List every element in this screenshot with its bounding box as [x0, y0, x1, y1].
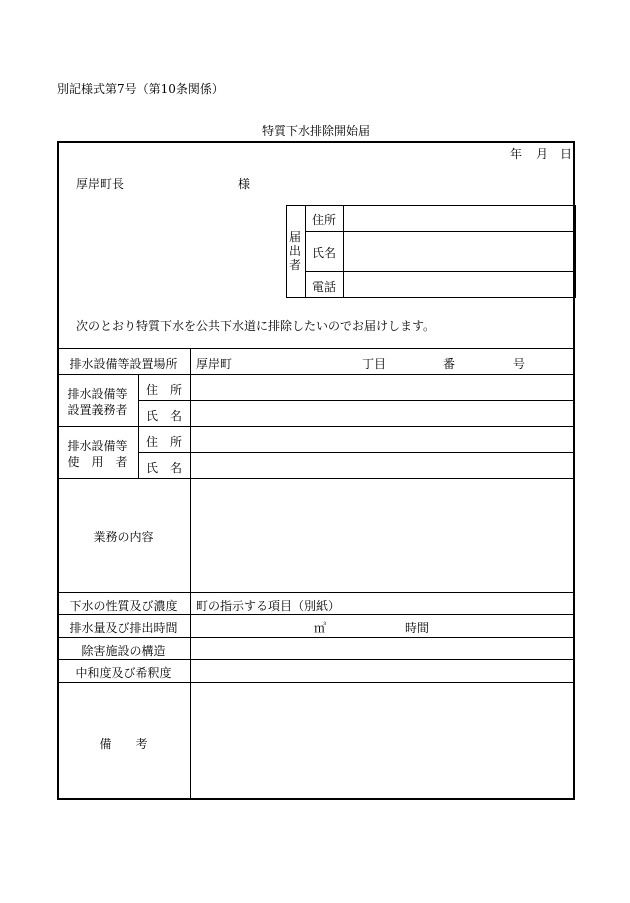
installer-address-label: 住 所 [145, 383, 182, 397]
installer-label-line2: 設置義務者 [67, 403, 128, 417]
notifier-label: 届出者 [288, 230, 301, 272]
location-chome: 丁目 [362, 357, 387, 371]
remarks-label: 備 考 [99, 737, 148, 751]
notifier-name-field[interactable] [344, 232, 574, 270]
quality-label: 下水の性質及び濃度 [69, 599, 178, 613]
volume-label: 排水量及び排出時間 [69, 621, 178, 635]
location-go: 号 [513, 357, 526, 371]
volume-unit-cubic-meter: ㎥ [314, 621, 327, 635]
date-year: 年 [510, 147, 523, 161]
installer-name-label: 氏 名 [145, 409, 182, 423]
neutral-field[interactable] [192, 660, 574, 681]
installer-label-line1: 排水設備等 [67, 387, 128, 401]
user-address-label: 住 所 [145, 435, 182, 449]
date-month: 月 [536, 147, 549, 161]
user-label-line2: 使 用 者 [67, 455, 128, 469]
neutral-label: 中和度及び希釈度 [75, 666, 172, 680]
addressee-name: 厚岸町長 [76, 177, 125, 191]
user-name-field[interactable] [192, 453, 574, 477]
addressee-honorific: 様 [238, 177, 251, 191]
statement: 次のとおり特質下水を公共下水道に排除したいのでお届けします。 [76, 319, 436, 333]
volume-unit-hours: 時間 [405, 621, 430, 635]
quality-value: 町の指示する項目（別紙） [196, 599, 341, 613]
business-field[interactable] [192, 479, 574, 591]
installer-name-field[interactable] [192, 401, 574, 425]
location-label: 排水設備等設置場所 [69, 357, 178, 371]
notifier-address-label: 住所 [312, 213, 337, 227]
facility-field[interactable] [192, 638, 574, 658]
notifier-name-label: 氏名 [312, 246, 337, 260]
location-town: 厚岸町 [196, 357, 233, 371]
notifier-address-field[interactable] [344, 206, 574, 230]
notifier-phone-label: 電話 [312, 280, 337, 294]
installer-address-field[interactable] [192, 375, 574, 399]
location-ban: 番 [443, 357, 456, 371]
facility-label: 除害施設の構造 [81, 644, 166, 658]
business-label: 業務の内容 [93, 530, 154, 544]
form-number: 別記様式第7号（第10条関係） [57, 82, 224, 96]
notifier-phone-field[interactable] [344, 272, 574, 297]
user-label-line1: 排水設備等 [67, 439, 128, 453]
form-title: 特質下水排除開始届 [261, 124, 370, 138]
remarks-field[interactable] [192, 683, 574, 797]
date-day: 日 [560, 147, 573, 161]
user-name-label: 氏 名 [145, 461, 182, 475]
user-address-field[interactable] [192, 427, 574, 451]
